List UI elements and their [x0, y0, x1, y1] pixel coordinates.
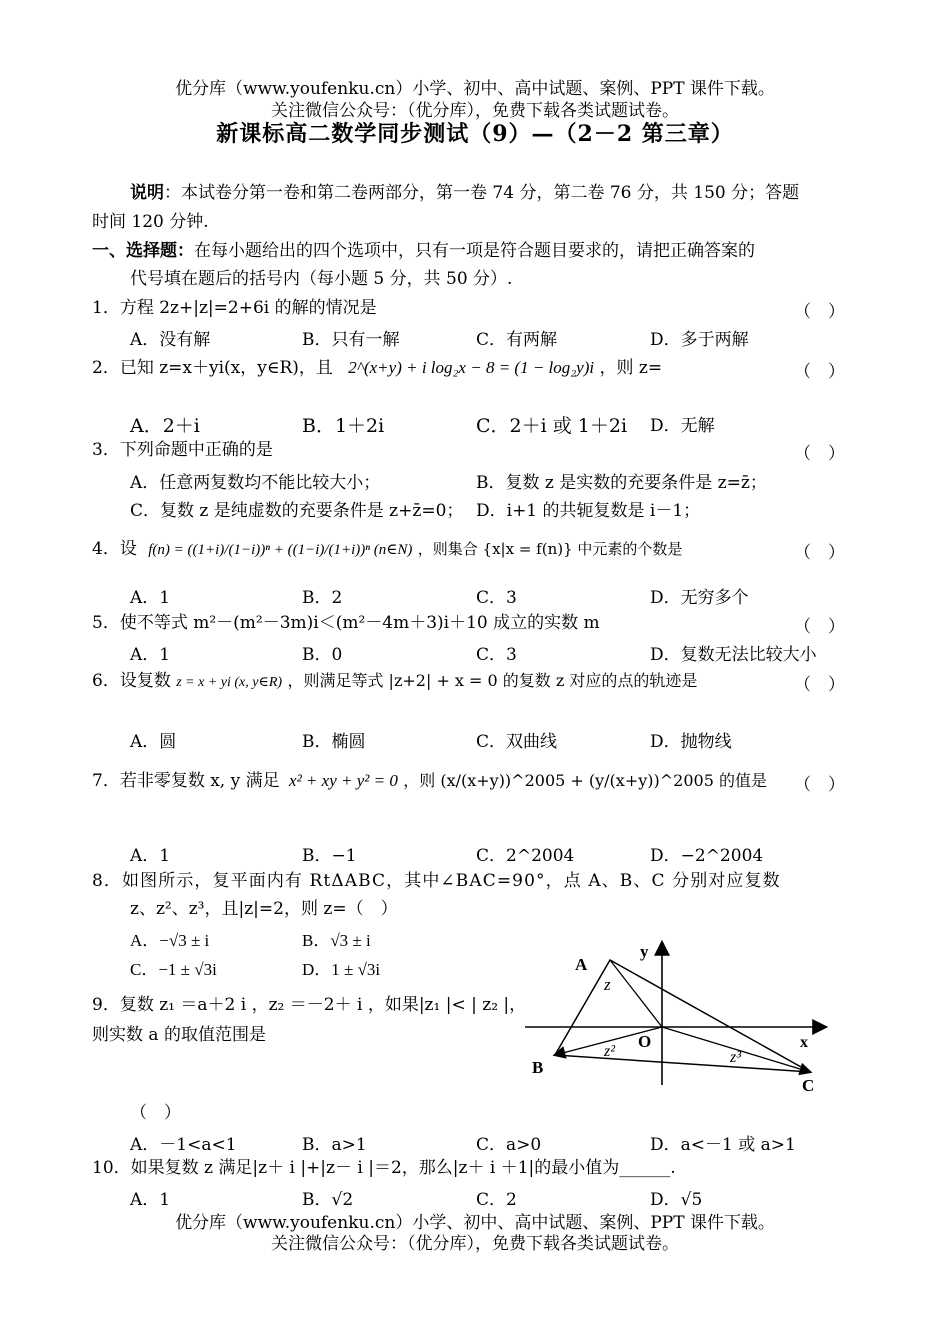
question-2-stem-end: ，则 z=: [599, 358, 663, 378]
question-7-stem: 7．若非零复数 x, y 满足: [92, 771, 280, 791]
question-8-option-b: B．√3 ± i: [302, 931, 371, 950]
page-title: 新课标高二数学同步测试（9）—（2－2 第三章）: [216, 121, 734, 147]
question-4-formula: f(n) = ((1+i)/(1−i))ⁿ + ((1−i)/(1+i))ⁿ (n∈N): [148, 542, 413, 558]
question-9-option-b: B．a>1: [302, 1135, 367, 1155]
section-line-1: [92, 240, 755, 262]
question-8-stem-2: z、z²、z³，且|z|=2，则 z=（ ）: [130, 899, 398, 919]
question-2-stem-line: [92, 357, 662, 379]
question-7-option-b: B．−1: [302, 846, 357, 866]
question-1-stem: 1．方程 2z+|z|=2+6i 的解的情况是: [92, 298, 377, 318]
question-10-option-c: C．2: [476, 1190, 517, 1210]
y-axis-label: y: [640, 942, 649, 961]
question-2-answer-paren: （ ）: [794, 362, 845, 382]
question-4-stem: 4．设: [92, 539, 137, 559]
question-6-answer-paren: （ ）: [794, 675, 845, 695]
label-z: z: [604, 975, 611, 994]
question-1-option-a: A．没有解: [130, 330, 211, 350]
question-5-answer-paren: （ ）: [794, 617, 845, 637]
question-6-option-c: C．双曲线: [476, 732, 558, 752]
intro-line-2: 时间 120 分钟.: [92, 212, 209, 232]
section-label: 一、选择题：: [92, 241, 194, 261]
header-line-2: 关注微信公众号：（优分库），免费下载各类试题试卷。: [271, 101, 679, 121]
question-7-option-a: A．1: [130, 846, 171, 866]
triangle-abc: [555, 960, 810, 1072]
footer-line-2: 关注微信公众号：（优分库），免费下载各类试题试卷。: [271, 1234, 679, 1254]
question-7-formula: x² + xy + y² = 0: [289, 771, 398, 790]
question-4-stem-line: [92, 538, 682, 561]
question-2-option-c: C．2＋i 或 1＋2i: [476, 415, 628, 437]
question-7-answer-paren: （ ）: [794, 775, 845, 795]
intro-line-1: [130, 182, 799, 204]
question-6-option-b: B．椭圆: [302, 732, 366, 752]
question-8-option-c: C．−1 ± √3i: [130, 960, 217, 979]
segment-oa: [610, 960, 662, 1027]
header-line-1: 优分库（www.youfenku.cn）小学、初中、高中试题、案例、PPT 课件下载。: [175, 79, 775, 99]
question-5-stem: 5．使不等式 m²－(m²－3m)i＜(m²－4m＋3)i＋10 成立的实数 m: [92, 613, 600, 633]
point-c-label: C: [802, 1076, 815, 1095]
question-5-option-c: C．3: [476, 645, 517, 665]
question-7-option-d: D．−2^2004: [650, 846, 764, 866]
question-9-option-c: C．a>0: [476, 1135, 542, 1155]
intro-text-1: ：本试卷分第一卷和第二卷两部分，第一卷 74 分，第二卷 76 分，共 150 分；答题: [164, 183, 800, 203]
x-axis-label: x: [800, 1034, 808, 1051]
intro-label: 说明: [130, 183, 164, 203]
question-4-option-d: D．无穷多个: [650, 588, 749, 608]
question-7-option-c: C．2^2004: [476, 846, 575, 866]
question-8-stem: 8．如图所示，复平面内有 RtΔABC，其中∠BAC=90°，点 A、B、C 分别对应复数: [92, 871, 781, 891]
complex-plane-figure: [520, 935, 850, 1105]
footer-line-1: 优分库（www.youfenku.cn）小学、初中、高中试题、案例、PPT 课件下载。: [175, 1213, 775, 1233]
question-1-answer-paren: （ ）: [794, 302, 845, 322]
question-10-stem: 10．如果复数 z 满足|z＋ i |+|z－ i |＝2，那么|z＋ i ＋1|的最小值为______.: [92, 1158, 676, 1178]
question-10-option-b: B．√2: [302, 1190, 354, 1210]
question-2-formula: 2^(x+y) + i log₂x − 8 = (1 − log₂y)i: [348, 358, 595, 377]
question-4-stem-end: ，则集合 {x|x = f(n)} 中元素的个数是: [417, 540, 683, 558]
complex-plane-svg: [520, 935, 850, 1105]
question-6-option-a: A．圆: [130, 732, 177, 752]
section-line-2: 代号填在题后的括号内（每小题 5 分，共 50 分）.: [130, 269, 513, 289]
question-10-option-a: A．1: [130, 1190, 171, 1210]
question-4-answer-paren: （ ）: [794, 543, 845, 563]
question-3-stem: 3．下列命题中正确的是: [92, 440, 273, 460]
question-1-option-c: C．有两解: [476, 330, 558, 350]
question-4-option-c: C．3: [476, 588, 517, 608]
question-3-option-c: C．复数 z 是纯虚数的充要条件是 z+z̄=0；: [130, 501, 464, 521]
question-8-option-a: A．−√3 ± i: [130, 931, 210, 950]
question-5-option-d: D．复数无法比较大小: [650, 645, 817, 665]
question-3-option-a: A．任意两复数均不能比较大小；: [130, 473, 381, 493]
question-7-stem-end: ，则 (x/(x+y))^2005 + (y/(x+y))^2005 的值是: [403, 771, 767, 790]
question-6-stem: 6．设复数: [92, 671, 171, 691]
question-2-option-b: B．1＋2i: [302, 415, 385, 437]
question-6-stem-end: ，则满足等式 |z+2| + x = 0 的复数 z 对应的点的轨迹是: [287, 671, 698, 690]
question-2-option-a: A．2＋i: [130, 415, 200, 437]
question-5-option-b: B．0: [302, 645, 343, 665]
question-6-formula: z = x + yi (x, y∈R): [176, 675, 283, 690]
question-3-option-d: D．i+1 的共轭复数是 i－1；: [476, 501, 701, 521]
question-2-stem: 2．已知 z=x＋yi(x，y∈R)，且: [92, 358, 333, 378]
question-9-option-a: A．－1<a<1: [130, 1135, 237, 1155]
section-text-1: 在每小题给出的四个选项中，只有一项是符合题目要求的，请把正确答案的: [194, 241, 755, 261]
question-3-answer-paren: （ ）: [794, 444, 845, 464]
question-7-stem-line: [92, 770, 767, 792]
question-1-option-d: D．多于两解: [650, 330, 749, 350]
label-z-cubed: z³: [730, 1049, 742, 1066]
question-9-stem: 9．复数 z₁ ＝a＋2 i ，z₂ ＝－2＋ i ，如果|z₁ |< | z₂ |，则实数 a 的取值范围是: [92, 995, 527, 1045]
question-4-option-a: A．1: [130, 588, 171, 608]
question-2-option-d: D．无解: [650, 416, 715, 436]
point-b-label: B: [532, 1058, 544, 1077]
origin-label: O: [638, 1032, 652, 1051]
question-6-option-d: D．抛物线: [650, 732, 732, 752]
question-3-option-b: B．复数 z 是实数的充要条件是 z=z̄；: [476, 473, 767, 493]
point-a-label: A: [575, 955, 588, 974]
question-10-option-d: D．√5: [650, 1190, 703, 1210]
question-8-option-d: D．1 ± √3i: [302, 960, 381, 979]
question-4-option-b: B．2: [302, 588, 343, 608]
label-z-squared: z²: [604, 1043, 616, 1060]
question-9-option-d: D．a<－1 或 a>1: [650, 1135, 796, 1155]
question-1-option-b: B．只有一解: [302, 330, 400, 350]
question-5-option-a: A．1: [130, 645, 171, 665]
question-9-answer-paren: （ ）: [130, 1103, 181, 1123]
question-6-stem-line: [92, 670, 697, 694]
